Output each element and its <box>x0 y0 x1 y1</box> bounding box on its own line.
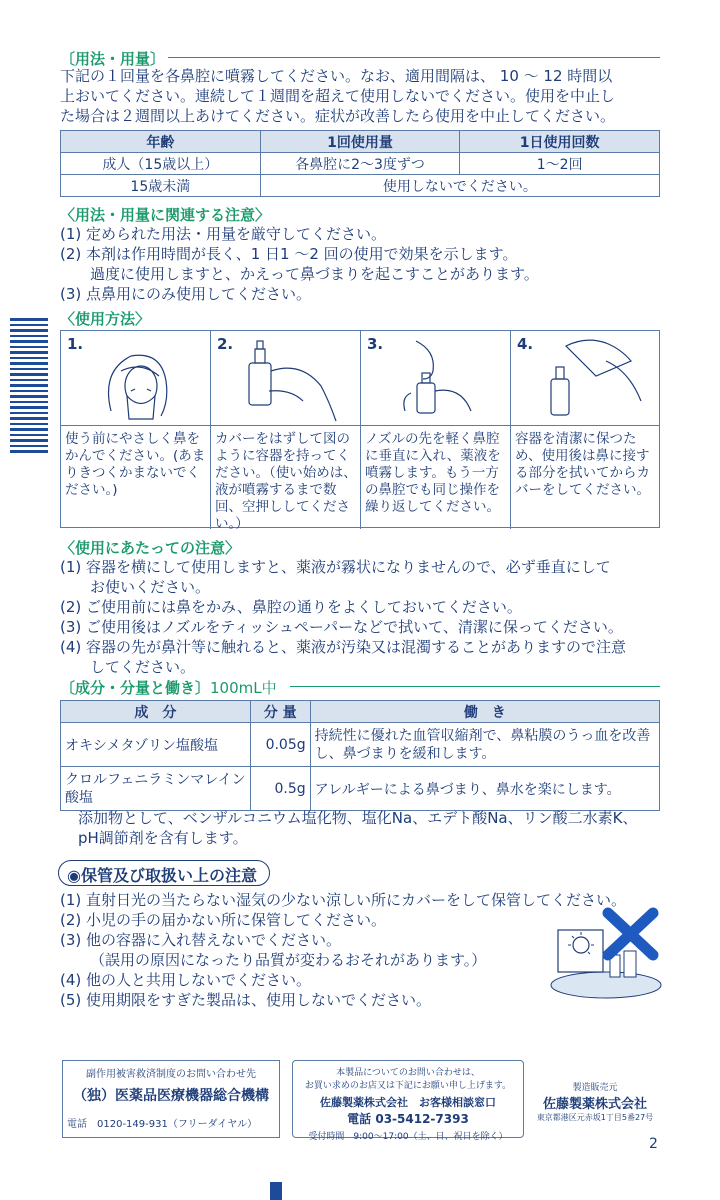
ingredient-name: オキシメタゾリン塩酸塩 <box>61 723 251 767</box>
illustration-wipe-nozzle <box>511 331 660 426</box>
usage-step-4 <box>511 331 661 529</box>
ingredients-table <box>60 700 660 811</box>
ingredient-effect: アレルギーによる鼻づまり、鼻水を楽にします。 <box>310 767 659 811</box>
additives-line: 添加物として、ベンザルコニウム塩化物、塩化Na、エデト酸Na、リン酸二水素K、 <box>78 809 638 827</box>
divider <box>290 686 660 687</box>
list-item: (1) 定められた用法・用量を厳守してください。 <box>60 225 387 243</box>
illustration-hold-bottle <box>211 331 360 426</box>
illustration-spray-nose <box>361 331 510 426</box>
divider <box>168 57 660 58</box>
contact-dept: 佐藤製薬株式会社 お客様相談窓口 <box>320 1096 496 1109</box>
list-item: 過度に使用しますと、かえって鼻づまりを起こすことがあります。 <box>90 265 539 283</box>
dosage-table <box>60 130 660 197</box>
list-item: (2) 本剤は作用時間が長く、1 日1 〜2 回の使用で効果を示します。 <box>60 245 518 263</box>
dosage-text <box>60 66 670 126</box>
storage-list <box>60 890 626 1010</box>
list-item: (5) 使用期限をすぎた製品は、使用しないでください。 <box>60 991 432 1009</box>
table-cell: 成人（15歳以上） <box>61 153 261 175</box>
dosage-line: 下記の１回量を各鼻腔に噴霧してください。なお、適用間隔は、 10 〜 12 時間以 <box>60 67 613 85</box>
step-text: ノズルの先を軽く鼻腔に垂直に入れ、薬液を噴霧します。もう一方の鼻腔でも同じ操作を繰り返してください。 <box>365 431 501 515</box>
usage-step-2 <box>211 331 361 532</box>
use-notes-heading: 〈使用にあたっての注意〉 <box>60 539 241 557</box>
contact-line: 本製品についてのお問い合わせは、 <box>336 1068 480 1078</box>
customer-contact-box <box>292 1060 524 1142</box>
usage-step-3 <box>361 331 511 529</box>
page-number: 2 <box>649 1136 658 1152</box>
ingredient-amount: 0.05g <box>250 723 310 767</box>
step-text: 容器を清潔に保つため、使用後は鼻に接する部分を拭いてからカバーをしてください。 <box>515 431 650 498</box>
relief-contact-box <box>62 1060 280 1138</box>
list-item: (3) 他の容器に入れ替えないでください。 <box>60 931 342 949</box>
list-item: (4) 他の人と共用しないでください。 <box>60 971 312 989</box>
table-cell: 使用しないでください。 <box>260 175 659 197</box>
ingredients-title: 〔成分・分量と働き〕 <box>60 679 211 697</box>
maker-name: 佐藤製薬株式会社 <box>542 1097 647 1112</box>
col-ingredient: 成 分 <box>61 701 251 723</box>
step-number: 1. <box>67 335 84 353</box>
illustration-blow-nose <box>61 331 210 426</box>
contact-phone: 電話 03-5412-7393 <box>347 1112 469 1126</box>
maker-label: 製造販売元 <box>572 1083 618 1093</box>
use-notes-list <box>60 557 626 677</box>
dosage-line: 上おいてください。連続して１週間を超えて使用しないでください。使用を中止し <box>60 87 616 105</box>
list-item: (3) 点鼻用にのみ使用してください。 <box>60 285 312 303</box>
ingredients-sub: 100mL中 <box>210 679 277 697</box>
dosage-line: た場合は２週間以上あけてください。症状が改善したら使用を中止してください。 <box>60 107 616 125</box>
list-item: (3) ご使用後はノズルをティッシュペーパーなどで拭いて、清潔に保ってください。 <box>60 618 623 636</box>
list-item: (1) 直射日光の当たらない湿気の少ない涼しい所にカバーをして保管してください。 <box>60 891 627 909</box>
ingredient-name: クロルフェニラミンマレイン酸塩 <box>61 767 251 811</box>
list-item: お使いください。 <box>90 578 211 596</box>
storage-illustration <box>548 905 663 1000</box>
barcode-marks <box>10 318 48 458</box>
usage-step-1 <box>61 331 211 529</box>
ingredient-effect: 持続性に優れた血管収縮剤で、鼻粘膜のうっ血を改善し、鼻づまりを緩和します。 <box>310 723 659 767</box>
col-dose: 1回使用量 <box>260 131 460 153</box>
step-number: 4. <box>517 335 534 353</box>
list-item: (1) 容器を横にして使用しますと、薬液が霧状になりませんので、必ず垂直にして <box>60 558 611 576</box>
ingredient-amount: 0.5g <box>250 767 310 811</box>
list-item: (2) ご使用前には鼻をかみ、鼻腔の通りをよくしておいてください。 <box>60 598 522 616</box>
contact-line: お買い求めのお店又は下記にお願い申し上げます。 <box>304 1081 512 1091</box>
list-item: （誤用の原因になったり品質が変わるおそれがあります。） <box>90 951 487 969</box>
table-cell: 1〜2回 <box>460 153 660 175</box>
step-text: 使う前にやさしく鼻をかんでください。(あまりきつくかまないでください。) <box>65 431 206 498</box>
relief-phone: 電話 0120-149-931（フリーダイヤル） <box>67 1119 258 1130</box>
dosage-heading: 〔用法・用量〕 <box>60 50 166 68</box>
manufacturer <box>530 1080 660 1123</box>
additives-line: pH調節剤を含有します。 <box>78 829 248 847</box>
step-number: 3. <box>367 335 384 353</box>
maker-address: 東京都港区元赤坂1丁目5番27号 <box>536 1113 654 1122</box>
storage-heading: ◉保管及び取扱い上の注意 <box>58 860 270 886</box>
list-item: (4) 容器の先が鼻汁等に触れると、薬液が汚染又は混濁することがありますので注意 <box>60 638 627 656</box>
dosage-notes-list <box>60 224 539 304</box>
dosage-notes-heading: 〈用法・用量に関連する注意〉 <box>60 206 271 224</box>
list-item: (2) 小児の手の届かない所に保管してください。 <box>60 911 387 929</box>
ingredients-heading <box>60 677 277 698</box>
list-item: してください。 <box>90 658 196 676</box>
print-mark <box>270 1182 282 1200</box>
table-cell: 15歳未満 <box>61 175 261 197</box>
step-text: カバーをはずして図のように容器を持ってください。（使い始めは、液が噴霧するまで数回、空押ししてください。） <box>215 431 357 532</box>
usage-heading: 〈使用方法〉 <box>60 310 151 328</box>
col-times: 1日使用回数 <box>460 131 660 153</box>
table-cell: 各鼻腔に2〜3度ずつ <box>260 153 460 175</box>
col-amount: 分 量 <box>250 701 310 723</box>
step-number: 2. <box>217 335 234 353</box>
contact-hours: 受付時間 9:00〜17:00（土、日、祝日を除く） <box>308 1132 508 1142</box>
additives-text <box>78 808 637 848</box>
col-age: 年齢 <box>61 131 261 153</box>
usage-steps <box>60 330 660 532</box>
relief-contact-label: 副作用被害救済制度のお問い合わせ先 <box>86 1069 256 1080</box>
col-effect: 働 き <box>310 701 659 723</box>
relief-org-name: （独）医薬品医療機器総合機構 <box>73 1088 269 1104</box>
